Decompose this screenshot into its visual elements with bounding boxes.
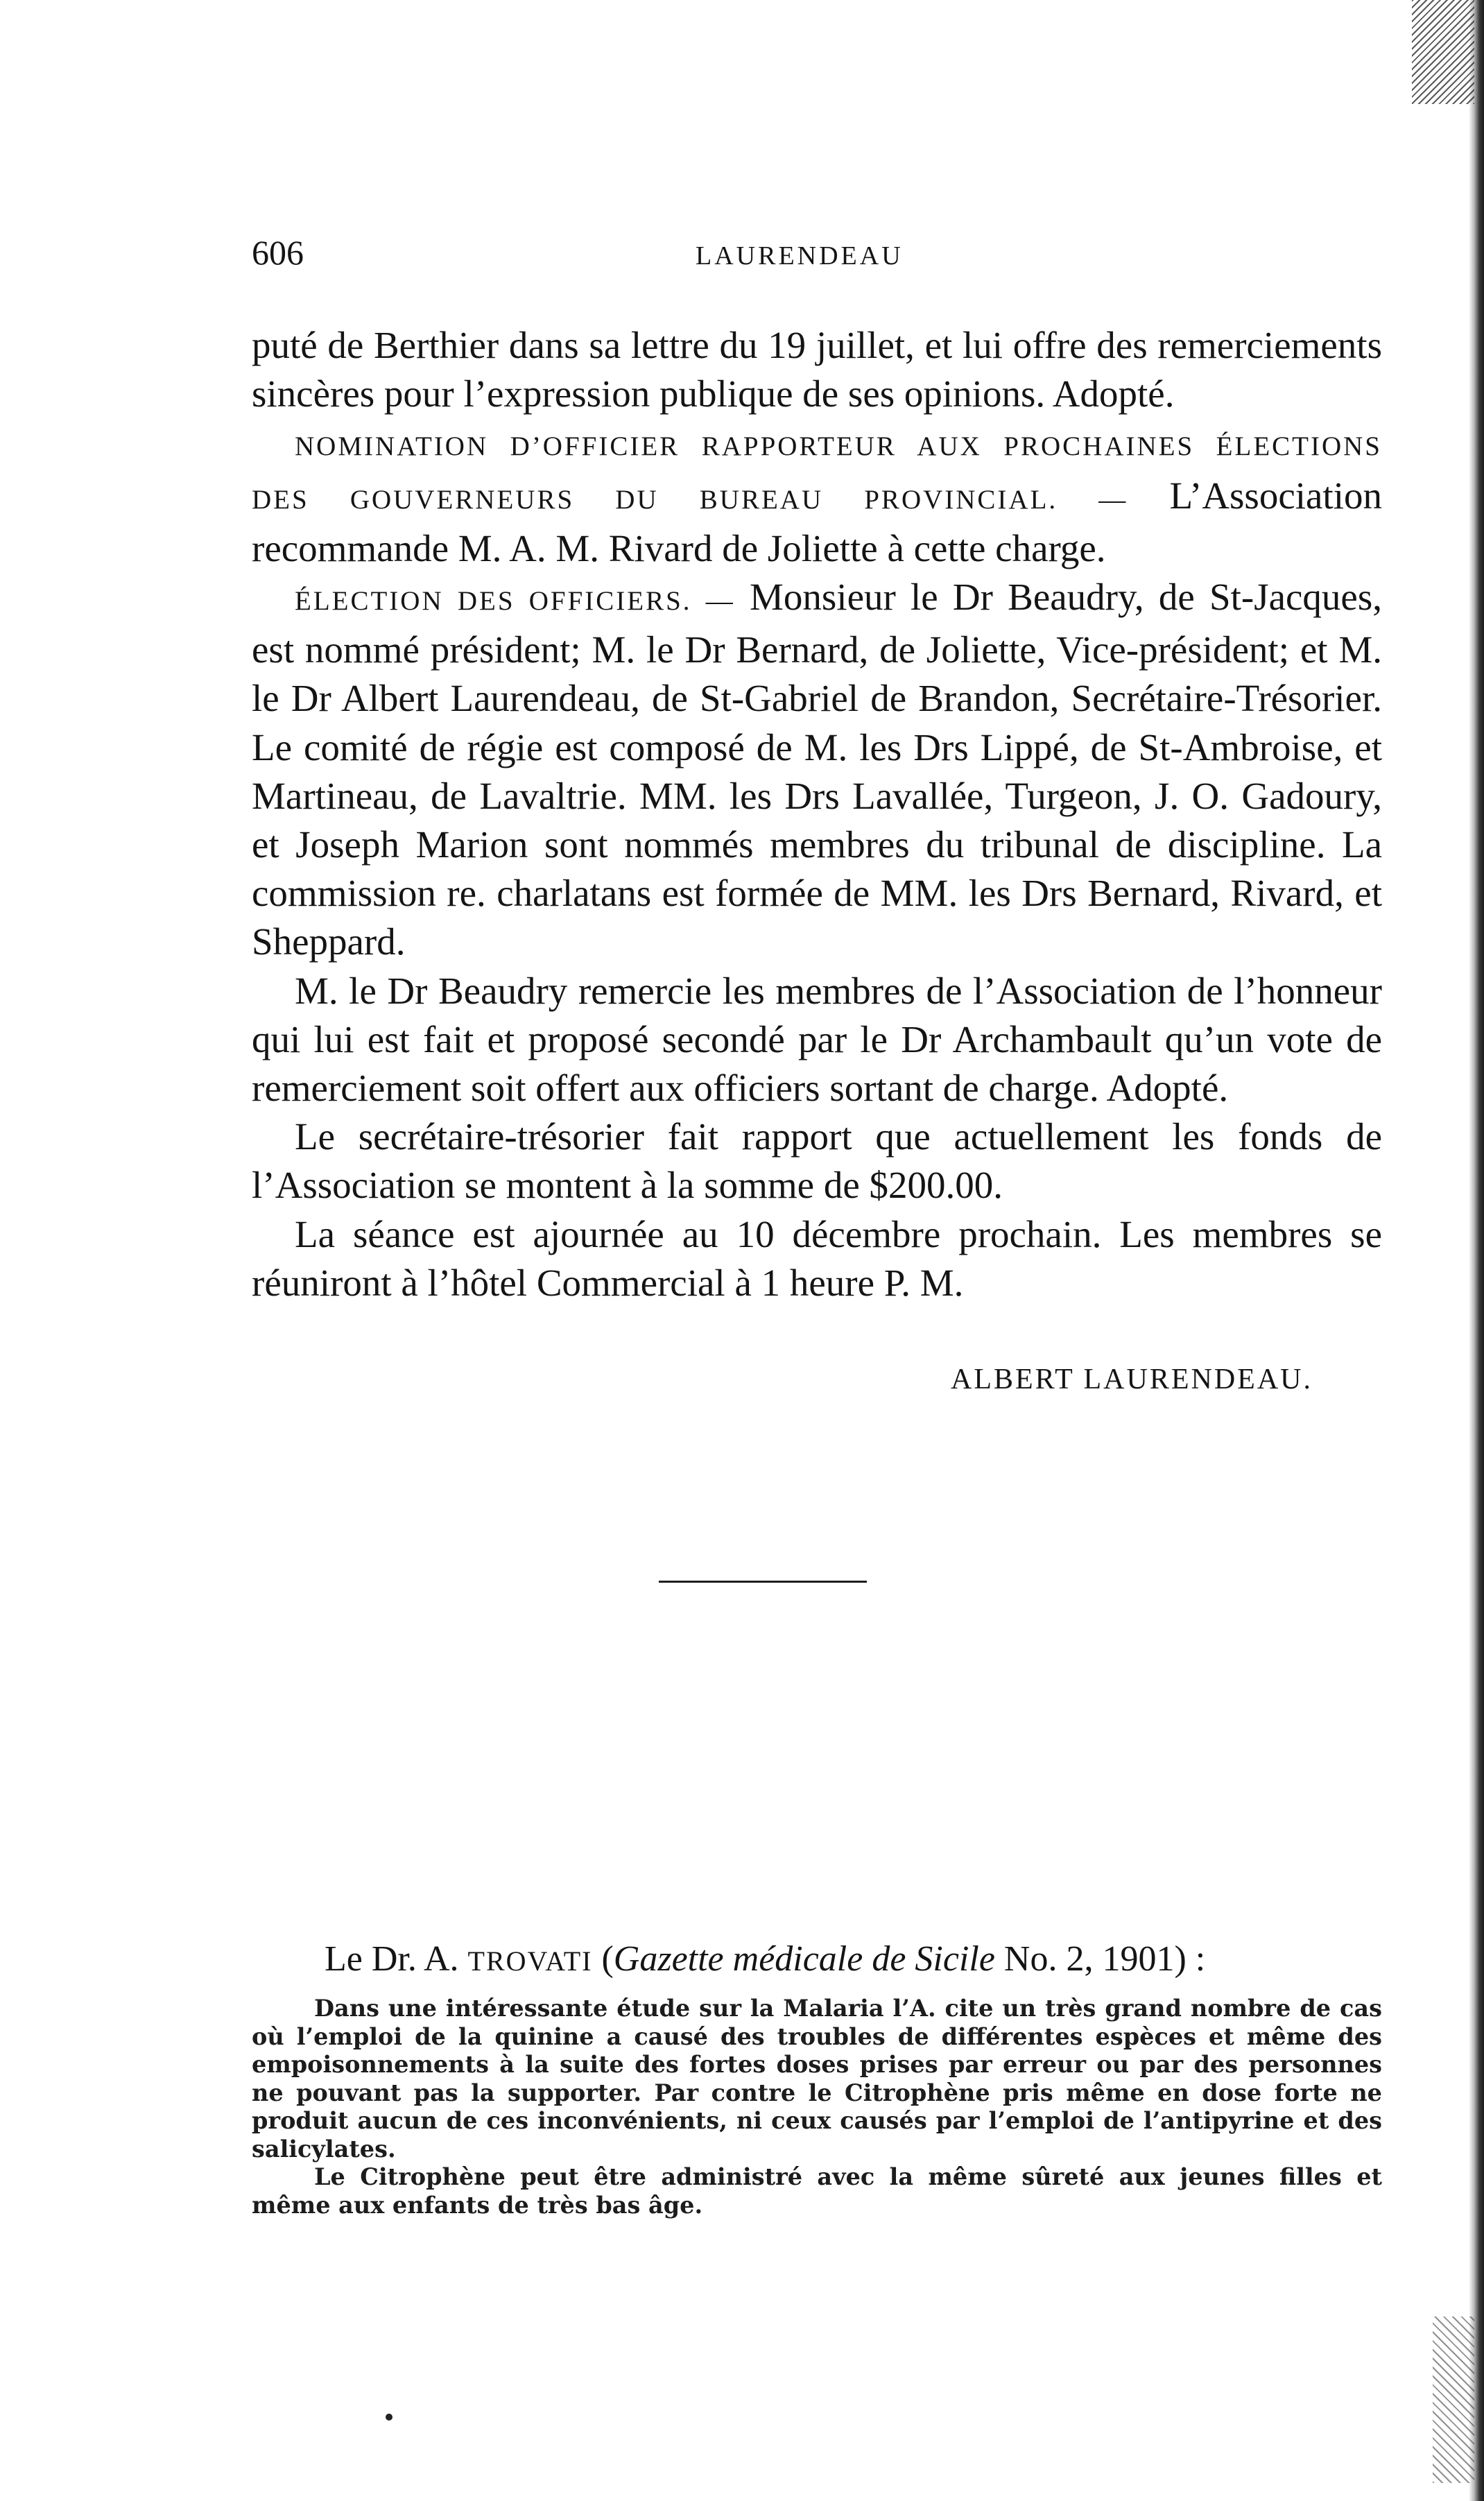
paragraph-nomination (252, 418, 1382, 573)
section-heading-nomination: NOMINATION D’OFFICIER RAPPORTEUR AUX PROCHAINES ÉLECTIONS DES GOUVERNEURS DU BUREAU PROVINCIAL. — (252, 431, 1382, 515)
paragraph-continuation: puté de Berthier dans sa lettre du 19 juillet, et lui offre des remerciements sincères pour l’expression publique de ses opinions. Adopté. (252, 324, 1382, 415)
signature: ALBERT LAURENDEAU. (950, 1364, 1313, 1396)
paragraph-treasury: Le secrétaire-trésorier fait rapport que actuellement les fonds de l’Association se montent à la somme de $200.00. (252, 1115, 1382, 1207)
advertisement-notice (252, 1939, 1382, 2219)
section-heading-election: ÉLECTION DES OFFICIERS. — (295, 586, 735, 617)
notice-paragraph-1: Dans une intéressante étude sur la Malaria l’A. cite un très grand nombre de cas où l’emploi de la quinine a causé des troubles de différentes espèces et même des empoisonnements à la suite des fortes doses prises par erreur ou par des personnes ne pouvant pas la supporter. Par contre le Citrophène pris même en dose forte ne produit aucun de ces inconvénients, ni ceux causés par l’emploi de l’antipyrine et des salicylates. (252, 1995, 1382, 2163)
notice-heading-suffix: No. 2, 1901) : (1003, 1939, 1206, 1979)
notice-author: TROVATI (467, 1945, 593, 1977)
paragraph-thanks: M. le Dr Beaudry remercie les membres de l’Association de l’honneur qui lui est fait et proposé secondé par le Dr Archambault qu’un vote de remerciement soit offert aux officiers sortant de charge. Adopté. (252, 969, 1382, 1110)
running-head (252, 232, 1382, 288)
notice-paragraph-2: Le Citrophène peut être administré avec la même sûreté aux jeunes filles et même aux enfants de très bas âge. (252, 2163, 1382, 2219)
paragraph-nomination-text: L’Association recommande M. A. M. Rivard de Joliette à cette charge. (252, 474, 1382, 569)
notice-heading-prefix: Le Dr. A. (325, 1939, 459, 1979)
paragraph-election (252, 573, 1382, 967)
notice-source: Gazette médicale de Sicile (613, 1939, 995, 1979)
paragraph-election-text: Monsieur le Dr Beaudry, de St-Jacques, est nommé président; M. le Dr Bernard, de Joliette, Vice-président; et M. le Dr Albert Laurendeau, de St-Gabriel de Brandon, Secrétaire-Trésorier. Le comité de régie est composé de M. les Drs Lippé, de St-Ambroise, et Martineau, de Lavaltrie. MM. les Drs Lavallée, Turgeon, J. O. Gadoury, et Joseph Marion sont nommés membres du tribunal de discipline. La commission re. charlatans est formée de MM. les Drs Bernard, Rivard, et Sheppard. (252, 576, 1383, 963)
running-title: LAURENDEAU (696, 241, 904, 270)
section-divider (659, 1581, 867, 1583)
page-content (252, 232, 1382, 1583)
scan-speck (386, 2414, 392, 2421)
page-number: 606 (252, 233, 304, 272)
notice-body (252, 1995, 1382, 2219)
minutes-body (252, 321, 1382, 1307)
paragraph-adjourn: La séance est ajournée au 10 décembre prochain. Les membres se réuniront à l’hôtel Commercial à 1 heure P. M. (252, 1212, 1382, 1304)
scan-edge-artifact-bottom (1433, 2317, 1474, 2483)
scan-edge-artifact-top (1412, 0, 1474, 104)
notice-paren-open: ( (601, 1939, 614, 1979)
scan-edge-shadow (1469, 0, 1484, 2501)
notice-heading (325, 1939, 1382, 1982)
